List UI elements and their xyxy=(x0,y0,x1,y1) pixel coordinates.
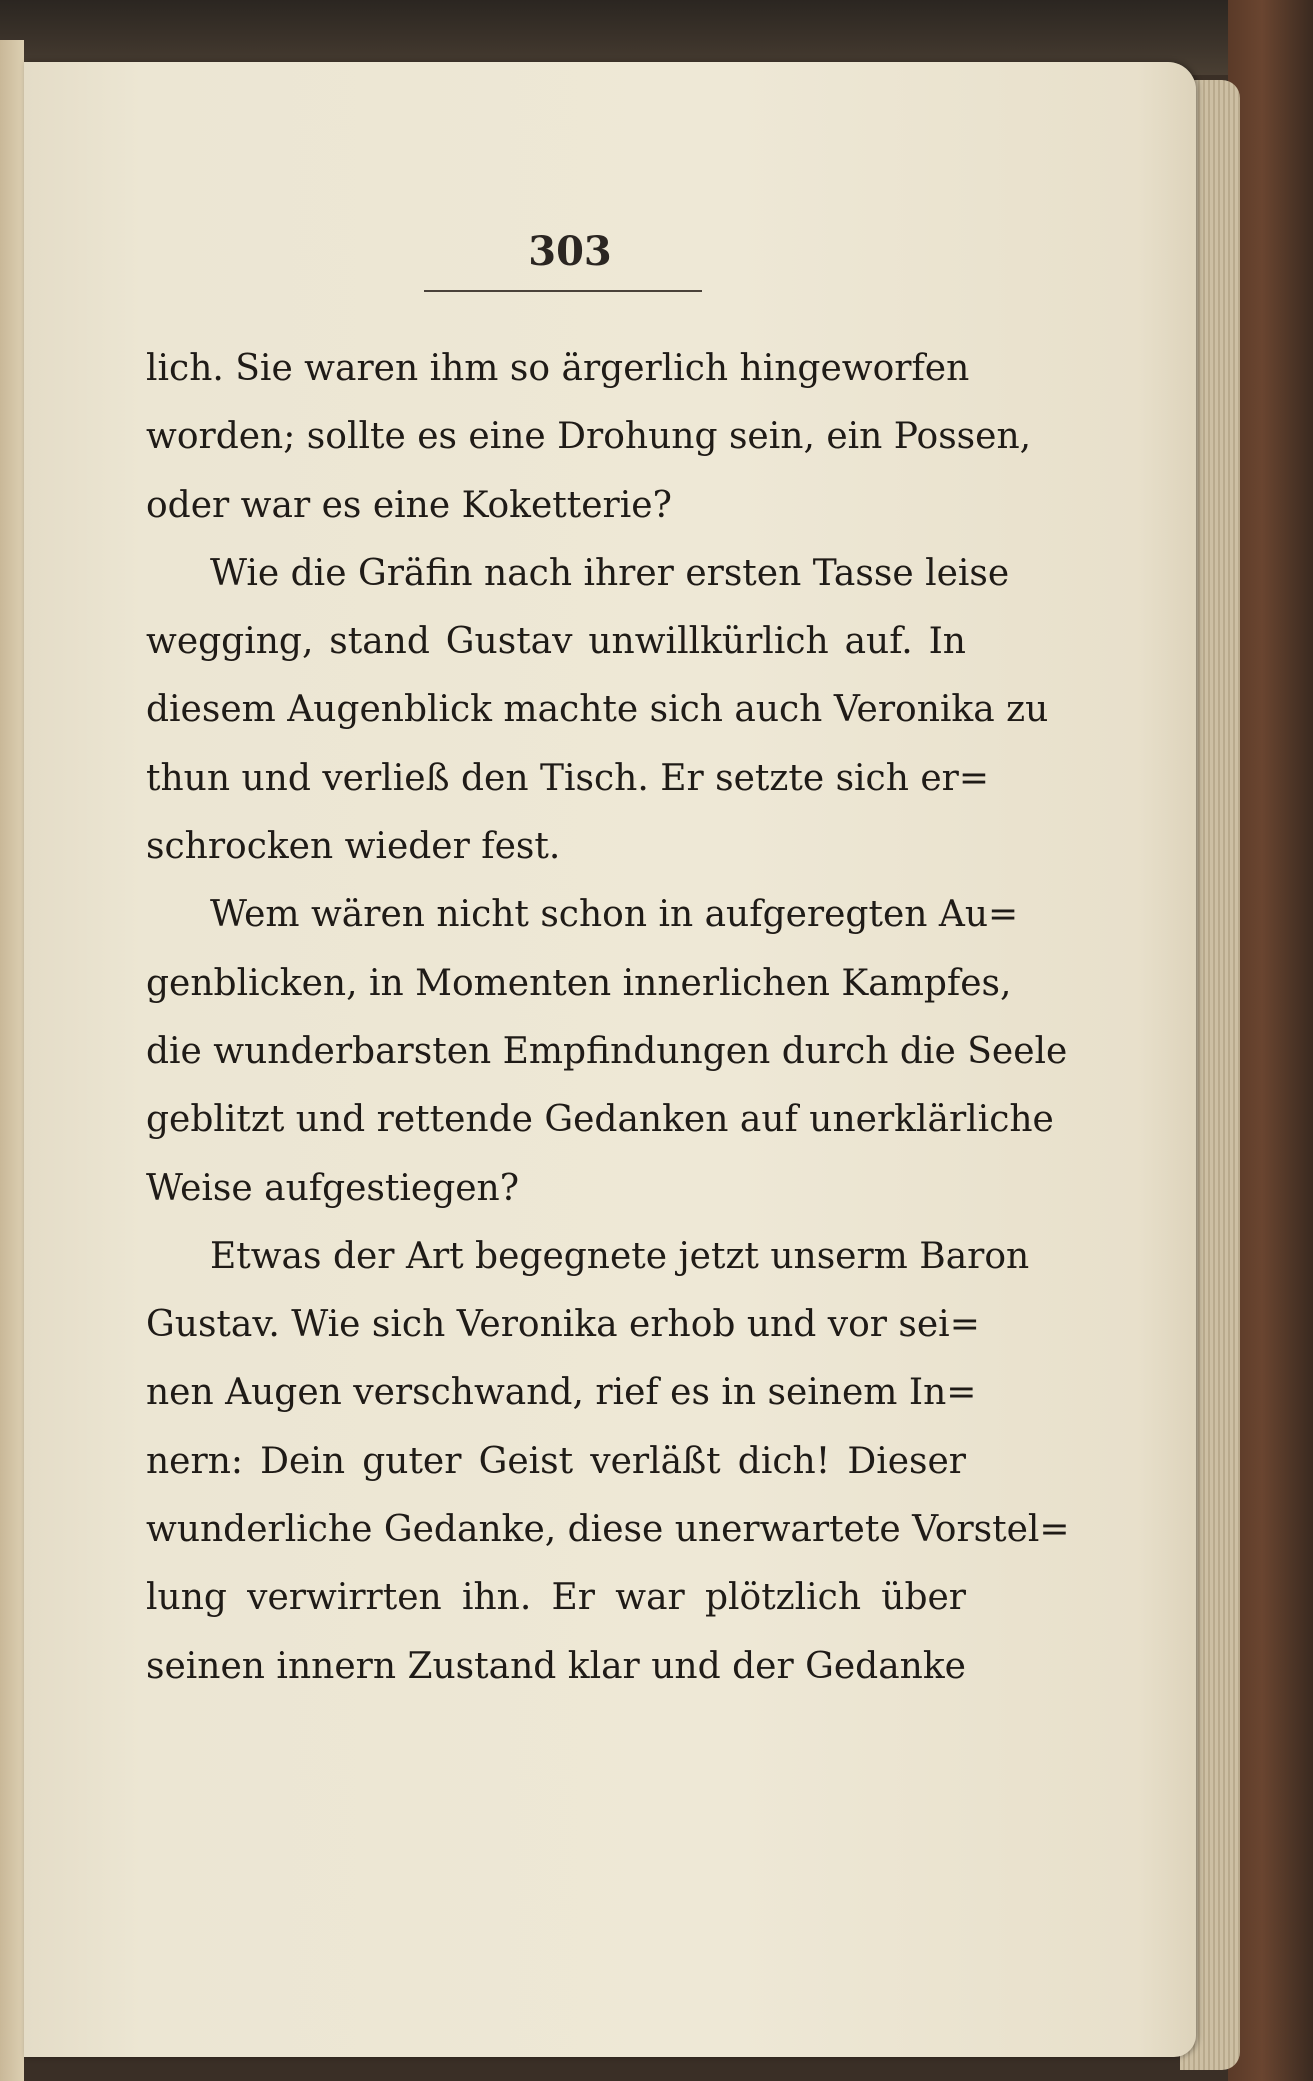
text-line: oder war es eine Koketterie? xyxy=(146,484,672,526)
text-line: wegging, stand Gustav unwillkürlich auf. In xyxy=(146,621,966,663)
text-line: lung verwirrten ihn. Er war plötzlich über xyxy=(146,1577,966,1619)
text-line: genblicken, in Momenten innerlichen Kampfes, xyxy=(146,962,1012,1004)
text-line: die wunderbarsten Empfindungen durch die Seele xyxy=(146,1030,1068,1072)
text-line: nen Augen verschwand, rief es in seinem In= xyxy=(146,1372,977,1414)
text-line: lich. Sie waren ihm so ärgerlich hingeworfen xyxy=(146,348,970,389)
text-line: nern: Dein guter Geist verläßt dich! Dieser xyxy=(146,1440,966,1482)
text-line: worden; sollte es eine Drohung sein, ein Possen, xyxy=(146,416,1032,458)
text-line: Etwas der Art begegnete jetzt unserm Baron xyxy=(210,1235,1030,1277)
text-line: diesem Augenblick machte sich auch Veronika zu xyxy=(146,689,1049,731)
text-line: geblitzt und rettende Gedanken auf unerklärliche xyxy=(146,1099,1054,1141)
text-line: Gustav. Wie sich Veronika erhob und vor sei= xyxy=(146,1304,980,1346)
text-line: seinen innern Zustand klar und der Gedanke xyxy=(146,1645,966,1687)
text-line: Wem wären nicht schon in aufgeregten Au= xyxy=(210,894,1019,936)
text-line: thun und verließ den Tisch. Er setzte sich er= xyxy=(146,757,990,799)
header-rule xyxy=(424,290,702,292)
text-line: Weise aufgestiegen? xyxy=(146,1167,520,1209)
text-line: schrocken wieder fest. xyxy=(146,826,561,868)
facing-page-edge xyxy=(0,40,24,2081)
page-body-text xyxy=(146,335,1070,1701)
book-cover-right xyxy=(1228,0,1313,2081)
text-line: wunderliche Gedanke, diese unerwartete Vorstel= xyxy=(146,1509,1070,1551)
page-number: 303 xyxy=(528,228,612,275)
text-line: Wie die Gräfin nach ihrer ersten Tasse leise xyxy=(210,552,1010,594)
